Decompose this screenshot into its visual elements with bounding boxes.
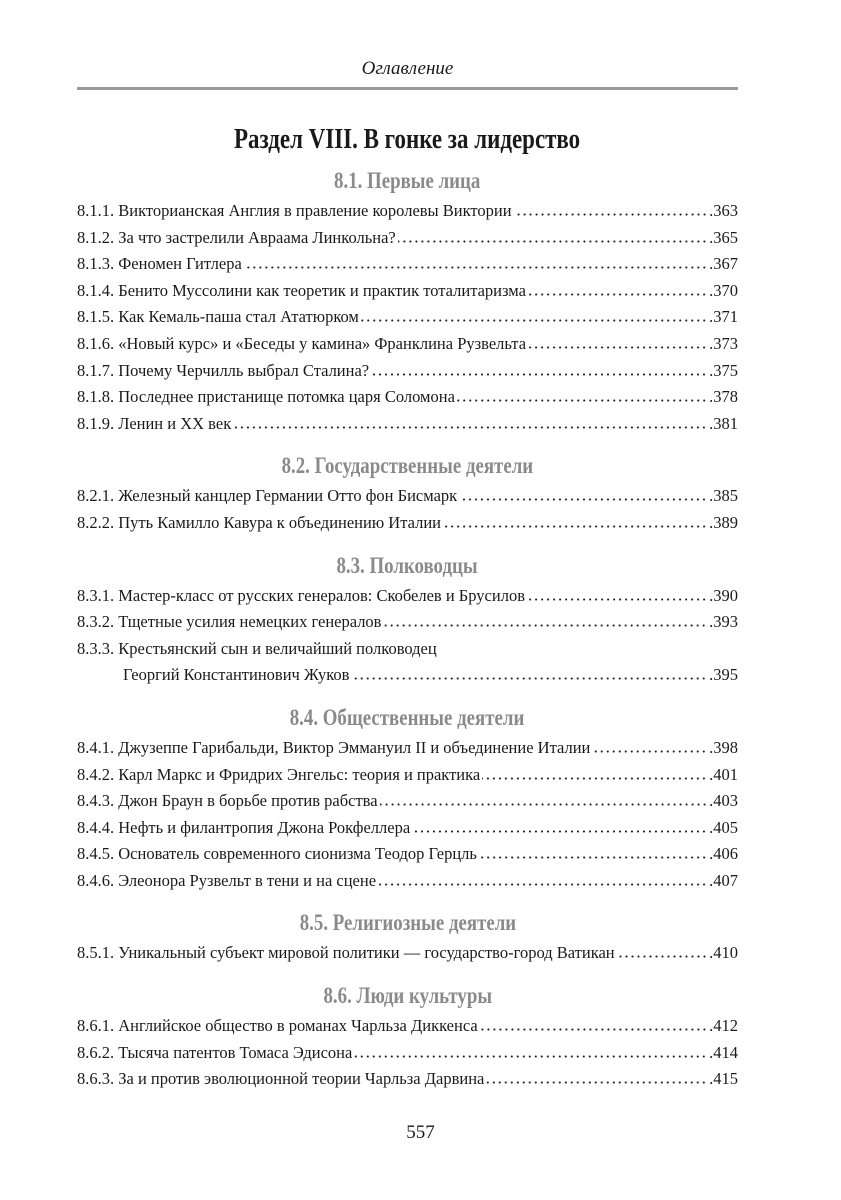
toc-entry[interactable]: [77, 278, 738, 305]
entry-title: За и против эволюционной теории Чарльза Дарвина: [118, 1069, 485, 1089]
section-heading: [77, 451, 738, 481]
page-value: 370: [713, 280, 738, 300]
entry-number: 8.1.5.: [77, 307, 115, 327]
toc-page-number: .410: [709, 943, 738, 963]
dot-leader: [361, 319, 707, 322]
entry-title: Карл Маркс и Фридрих Энгельс: теория и практика: [118, 764, 481, 784]
toc-page-number: .363: [709, 201, 738, 220]
entry-title: Как Кемаль-паша стал Ататюрком: [118, 307, 359, 327]
toc-entry[interactable]: [77, 331, 738, 358]
toc-page-number: .406: [709, 844, 738, 864]
page-number: 557: [406, 1122, 435, 1143]
entry-number: 8.3.2.: [77, 612, 115, 632]
entry-title: Джузеппе Гарибальди, Виктор Эммануил II и объединение Италии: [118, 737, 591, 757]
entry-number: 8.1.4.: [77, 280, 115, 300]
toc-entry[interactable]: [77, 225, 738, 252]
entry-number: 8.6.2.: [77, 1042, 115, 1062]
toc-page-number: .370: [709, 280, 738, 300]
entry-number: 8.1.8.: [77, 387, 115, 407]
toc-entry[interactable]: [77, 815, 738, 842]
toc-entry[interactable]: [77, 251, 738, 278]
toc-page-number: .390: [709, 585, 738, 605]
entry-title: Английское общество в романах Чарльза Диккенса: [118, 1016, 478, 1036]
page-value: 393: [713, 612, 738, 632]
section-heading-text: 8.6. Люди культуры: [323, 983, 492, 1009]
entry-number: 8.4.4.: [77, 817, 115, 837]
entry-number: 8.4.3.: [77, 791, 115, 811]
page-value: 414: [713, 1042, 738, 1062]
toc-page-number: .381: [709, 413, 738, 433]
section-heading-text: 8.5. Религиозные деятели: [299, 910, 516, 936]
entry-number: 8.1.3.: [77, 254, 115, 274]
toc-entry[interactable]: [77, 841, 738, 868]
entry-title-cont: Георгий Константинович Жуков: [123, 665, 350, 685]
page-value: 403: [713, 791, 738, 811]
dot-leader: [480, 1028, 707, 1031]
page-value: 365: [713, 227, 738, 247]
page-value: 405: [713, 817, 738, 837]
toc-page-number: .367: [709, 254, 738, 274]
toc-entry[interactable]: [77, 735, 738, 762]
entry-number: 8.3.1.: [77, 585, 115, 605]
toc-entry[interactable]: [77, 762, 738, 789]
toc-page-number: .412: [709, 1016, 738, 1036]
toc-entry[interactable]: [77, 868, 738, 895]
dot-leader: [486, 1081, 707, 1084]
toc-entry[interactable]: [77, 411, 738, 438]
dot-leader: [383, 624, 707, 627]
dot-leader: [457, 399, 707, 402]
toc-page-number: .415: [709, 1069, 738, 1089]
page-value: 410: [713, 943, 738, 963]
dot-leader: [479, 856, 707, 859]
dot-leader: [351, 677, 707, 680]
toc-page-number: .405: [709, 817, 738, 837]
toc-entry[interactable]: [77, 510, 738, 537]
section-heading: [77, 551, 738, 581]
entry-number: 8.4.2.: [77, 764, 115, 784]
entry-title: Элеонора Рузвельт в тени и на сцене: [118, 870, 377, 890]
entry-title: Мастер-класс от русских генералов: Скобелев и Брусилов: [118, 585, 525, 605]
toc-entry[interactable]: [77, 636, 738, 689]
entry-title: Феномен Гитлера: [118, 254, 242, 274]
entry-title: За что застрелили Авраама Линкольна?: [118, 227, 396, 247]
page-value: 371: [713, 307, 738, 327]
page-value: 395: [713, 665, 738, 685]
entry-number: 8.2.2.: [77, 512, 115, 532]
page-value: 406: [713, 844, 738, 864]
page-value: 401: [713, 764, 738, 784]
dot-leader: [528, 293, 707, 296]
toc: [77, 124, 738, 1093]
toc-page-number: .395: [709, 665, 738, 685]
running-head: Оглавление: [361, 58, 454, 79]
toc-page-number: .389: [709, 512, 738, 532]
toc-page-number: .375: [709, 360, 738, 380]
dot-leader: [371, 373, 707, 376]
section-heading: [77, 166, 738, 196]
toc-page-number: .371: [709, 307, 738, 327]
page-value: 407: [713, 870, 738, 890]
toc-page-number: .385: [709, 486, 738, 506]
toc-page-number: .414: [709, 1042, 738, 1062]
dot-leader: [617, 955, 708, 958]
toc-page-number: .393: [709, 612, 738, 632]
dot-leader: [528, 346, 707, 349]
entry-title: Тысяча патентов Томаса Эдисона: [118, 1042, 353, 1062]
entry-title: Викторианская Англия в правление королевы Виктории: [118, 201, 512, 220]
toc-sections: [77, 166, 738, 1093]
entry-number: 8.1.7.: [77, 360, 115, 380]
toc-page-number: .373: [709, 333, 738, 353]
section-heading: [77, 703, 738, 733]
page-value: 381: [713, 413, 738, 433]
page-value: 415: [713, 1069, 738, 1089]
entry-title: «Новый курс» и «Беседы у камина» Франклина Рузвельта: [118, 333, 527, 353]
dot-leader: [412, 830, 707, 833]
page-value: 367: [713, 254, 738, 274]
entry-title: Железный канцлер Германии Отто фон Бисмарк: [118, 486, 458, 506]
toc-page-number: .398: [709, 737, 738, 757]
toc-page-number: .403: [709, 791, 738, 811]
page-value: 398: [713, 737, 738, 757]
entry-number: 8.6.3.: [77, 1069, 115, 1089]
section-heading: [77, 981, 738, 1011]
entry-title: Основатель современного сионизма Теодор Герцль: [118, 844, 477, 864]
part-title: Раздел VIII. В гонке за лидерство: [234, 124, 581, 155]
entry-number: 8.6.1.: [77, 1016, 115, 1036]
toc-page-number: .365: [709, 227, 738, 247]
dot-leader: [459, 498, 707, 501]
section-heading: [77, 908, 738, 938]
entry-title: Нефть и филантропия Джона Рокфеллера: [118, 817, 411, 837]
toc-entry[interactable]: [77, 198, 738, 225]
entry-number: 8.2.1.: [77, 486, 115, 506]
page-value: 390: [713, 585, 738, 605]
entry-number: 8.4.1.: [77, 737, 115, 757]
dot-leader: [354, 1055, 707, 1058]
page-value: 389: [713, 512, 738, 532]
toc-entry[interactable]: [77, 583, 738, 610]
entry-number: 8.4.5.: [77, 844, 115, 864]
dot-leader: [443, 525, 707, 528]
toc-entry[interactable]: [77, 358, 738, 385]
page-value: 378: [713, 387, 738, 407]
toc-entry[interactable]: [77, 1040, 738, 1067]
toc-entry[interactable]: [77, 1013, 738, 1040]
entry-title: Тщетные усилия немецких генералов: [118, 612, 382, 632]
entry-number: 8.1.1.: [77, 201, 115, 220]
page-value: 373: [713, 333, 738, 353]
section-heading-text: 8.4. Общественные деятели: [290, 704, 525, 730]
entry-number: 8.1.6.: [77, 333, 115, 353]
section-heading-text: 8.1. Первые лица: [334, 168, 481, 193]
dot-leader: [398, 240, 707, 243]
page-value: 385: [713, 486, 738, 506]
section-heading-text: 8.3. Полководцы: [336, 552, 479, 578]
entry-title: Почему Черчилль выбрал Сталина?: [118, 360, 370, 380]
entry-number: 8.1.9.: [77, 413, 115, 433]
header-rule: [77, 87, 738, 90]
dot-leader: [482, 777, 707, 780]
page-value: 375: [713, 360, 738, 380]
section-heading-text: 8.2. Государственные деятели: [281, 453, 534, 479]
dot-leader: [378, 883, 707, 886]
entry-title: Крестьянский сын и величайший полководец: [118, 638, 437, 658]
dot-leader: [514, 213, 708, 216]
dot-leader: [233, 426, 707, 429]
toc-entry[interactable]: [77, 384, 738, 411]
entry-title: Джон Браун в борьбе против рабства: [118, 791, 378, 811]
entry-title: Ленин и XX век: [118, 413, 232, 433]
entry-number: 8.3.3.: [77, 638, 115, 658]
entry-title: Путь Камилло Кавура к объединению Италии: [118, 512, 441, 532]
entry-title: Последнее пристанище потомка царя Соломона: [118, 387, 455, 407]
toc-entry[interactable]: [77, 483, 738, 510]
toc-entry[interactable]: [77, 788, 738, 815]
toc-entry[interactable]: [77, 940, 738, 967]
toc-page-number: .407: [709, 870, 738, 890]
toc-page-number: .378: [709, 387, 738, 407]
dot-leader: [592, 750, 707, 753]
dot-leader: [380, 803, 708, 806]
entry-number: 8.1.2.: [77, 227, 115, 247]
toc-entry[interactable]: [77, 609, 738, 636]
entry-title: Бенито Муссолини как теоретик и практик тоталитаризма: [118, 280, 526, 300]
toc-entry[interactable]: [77, 304, 738, 331]
entry-number: 8.4.6.: [77, 870, 115, 890]
entry-number: 8.5.1.: [77, 943, 115, 963]
dot-leader: [244, 266, 707, 269]
entry-title: Уникальный субъект мировой политики — государство-город Ватикан: [118, 943, 615, 963]
toc-page-number: .401: [709, 764, 738, 784]
page-value: 412: [713, 1016, 738, 1036]
toc-entry[interactable]: [77, 1066, 738, 1093]
page-value: 363: [713, 201, 738, 220]
dot-leader: [527, 598, 707, 601]
